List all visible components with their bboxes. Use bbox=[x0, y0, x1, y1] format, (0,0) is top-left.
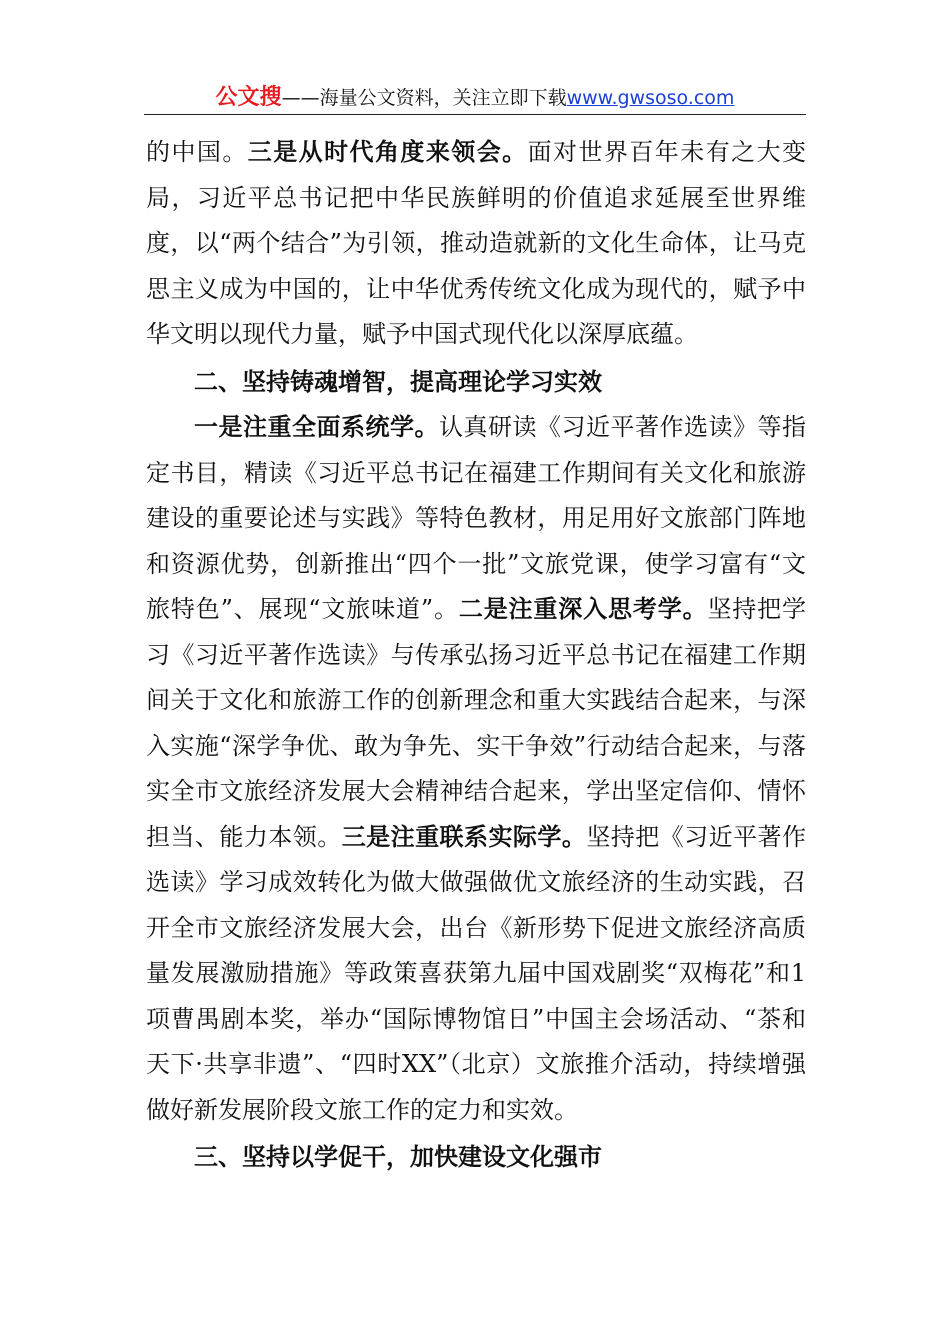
paragraph-text: 认真研读《习近平著作选读》等指定书目，精读《习近平总书记在福建工作期间有关文化和旅游建设的重要论述与实践》等特色教材，用足用好文旅部门阵地和资源优势，创新推出“四个一批”文旅党课，使学习富有“文旅特色”、展现“文旅味道”。 bbox=[146, 413, 806, 623]
bold-lead: 二是注重深入思考学。 bbox=[458, 595, 708, 623]
paragraph-text: 坚持把《习近平著作选读》学习成效转化为做大做强做优文旅经济的生动实践，召开全市文旅经济发展大会，出台《新形势下促进文旅经济高质量发展激励措施》等政策喜获第九届中国戏剧奖“双梅花”和1项曹禺剧本奖，举办“国际博物馆日”中国主会场活动、“茶和天下·共享非遗”、“四时XX”（北京）文旅推介活动，持续增强做好新发展阶段文旅工作的定力和实效。 bbox=[146, 822, 807, 1124]
website-link[interactable]: www.gwsoso.com bbox=[566, 87, 735, 109]
paragraph-text: 坚持把学习《习近平著作选读》与传承弘扬习近平总书记在福建工作期间关于文化和旅游工作的创新理念和重大实践结合起来，与深入实施“深学争优、敢为争先、实干争效”行动结合起来，与落实全市文旅经济发展大会精神结合起来，学出坚定信仰、情怀担当、能力本领。 bbox=[146, 595, 807, 851]
bold-lead: 一是注重全面系统学。 bbox=[194, 413, 439, 441]
header-tagline: ——海量公文资料，关注立即下载 bbox=[281, 87, 567, 109]
paragraph-text: 面对世界百年未有之大变局，习近平总书记把中华民族鲜明的价值追求延展至世界维度，以“两个结合”为引领，推动造就新的文化生命体，让马克思主义成为中国的，让中华优秀传统文化成为现代的，赋予中华文明以现代力量，赋予中国式现代化以深厚底蕴。 bbox=[146, 138, 807, 348]
page-header bbox=[144, 82, 806, 114]
header-divider bbox=[144, 114, 806, 115]
document-body bbox=[146, 130, 806, 1181]
bold-lead: 三是注重联系实际学。 bbox=[341, 822, 587, 851]
section-heading-2: 二、坚持铸魂增智，提高理论学习实效 bbox=[194, 367, 602, 396]
paragraph-text: 的中国。 bbox=[146, 138, 248, 166]
brand-name: 公文搜 bbox=[215, 85, 282, 110]
section-heading-3: 三、坚持以学促干，加快建设文化强市 bbox=[194, 1143, 602, 1171]
bold-lead: 三是从时代角度来领会。 bbox=[247, 138, 528, 166]
paragraph-continuation bbox=[146, 130, 806, 358]
paragraph-study bbox=[146, 405, 806, 1133]
